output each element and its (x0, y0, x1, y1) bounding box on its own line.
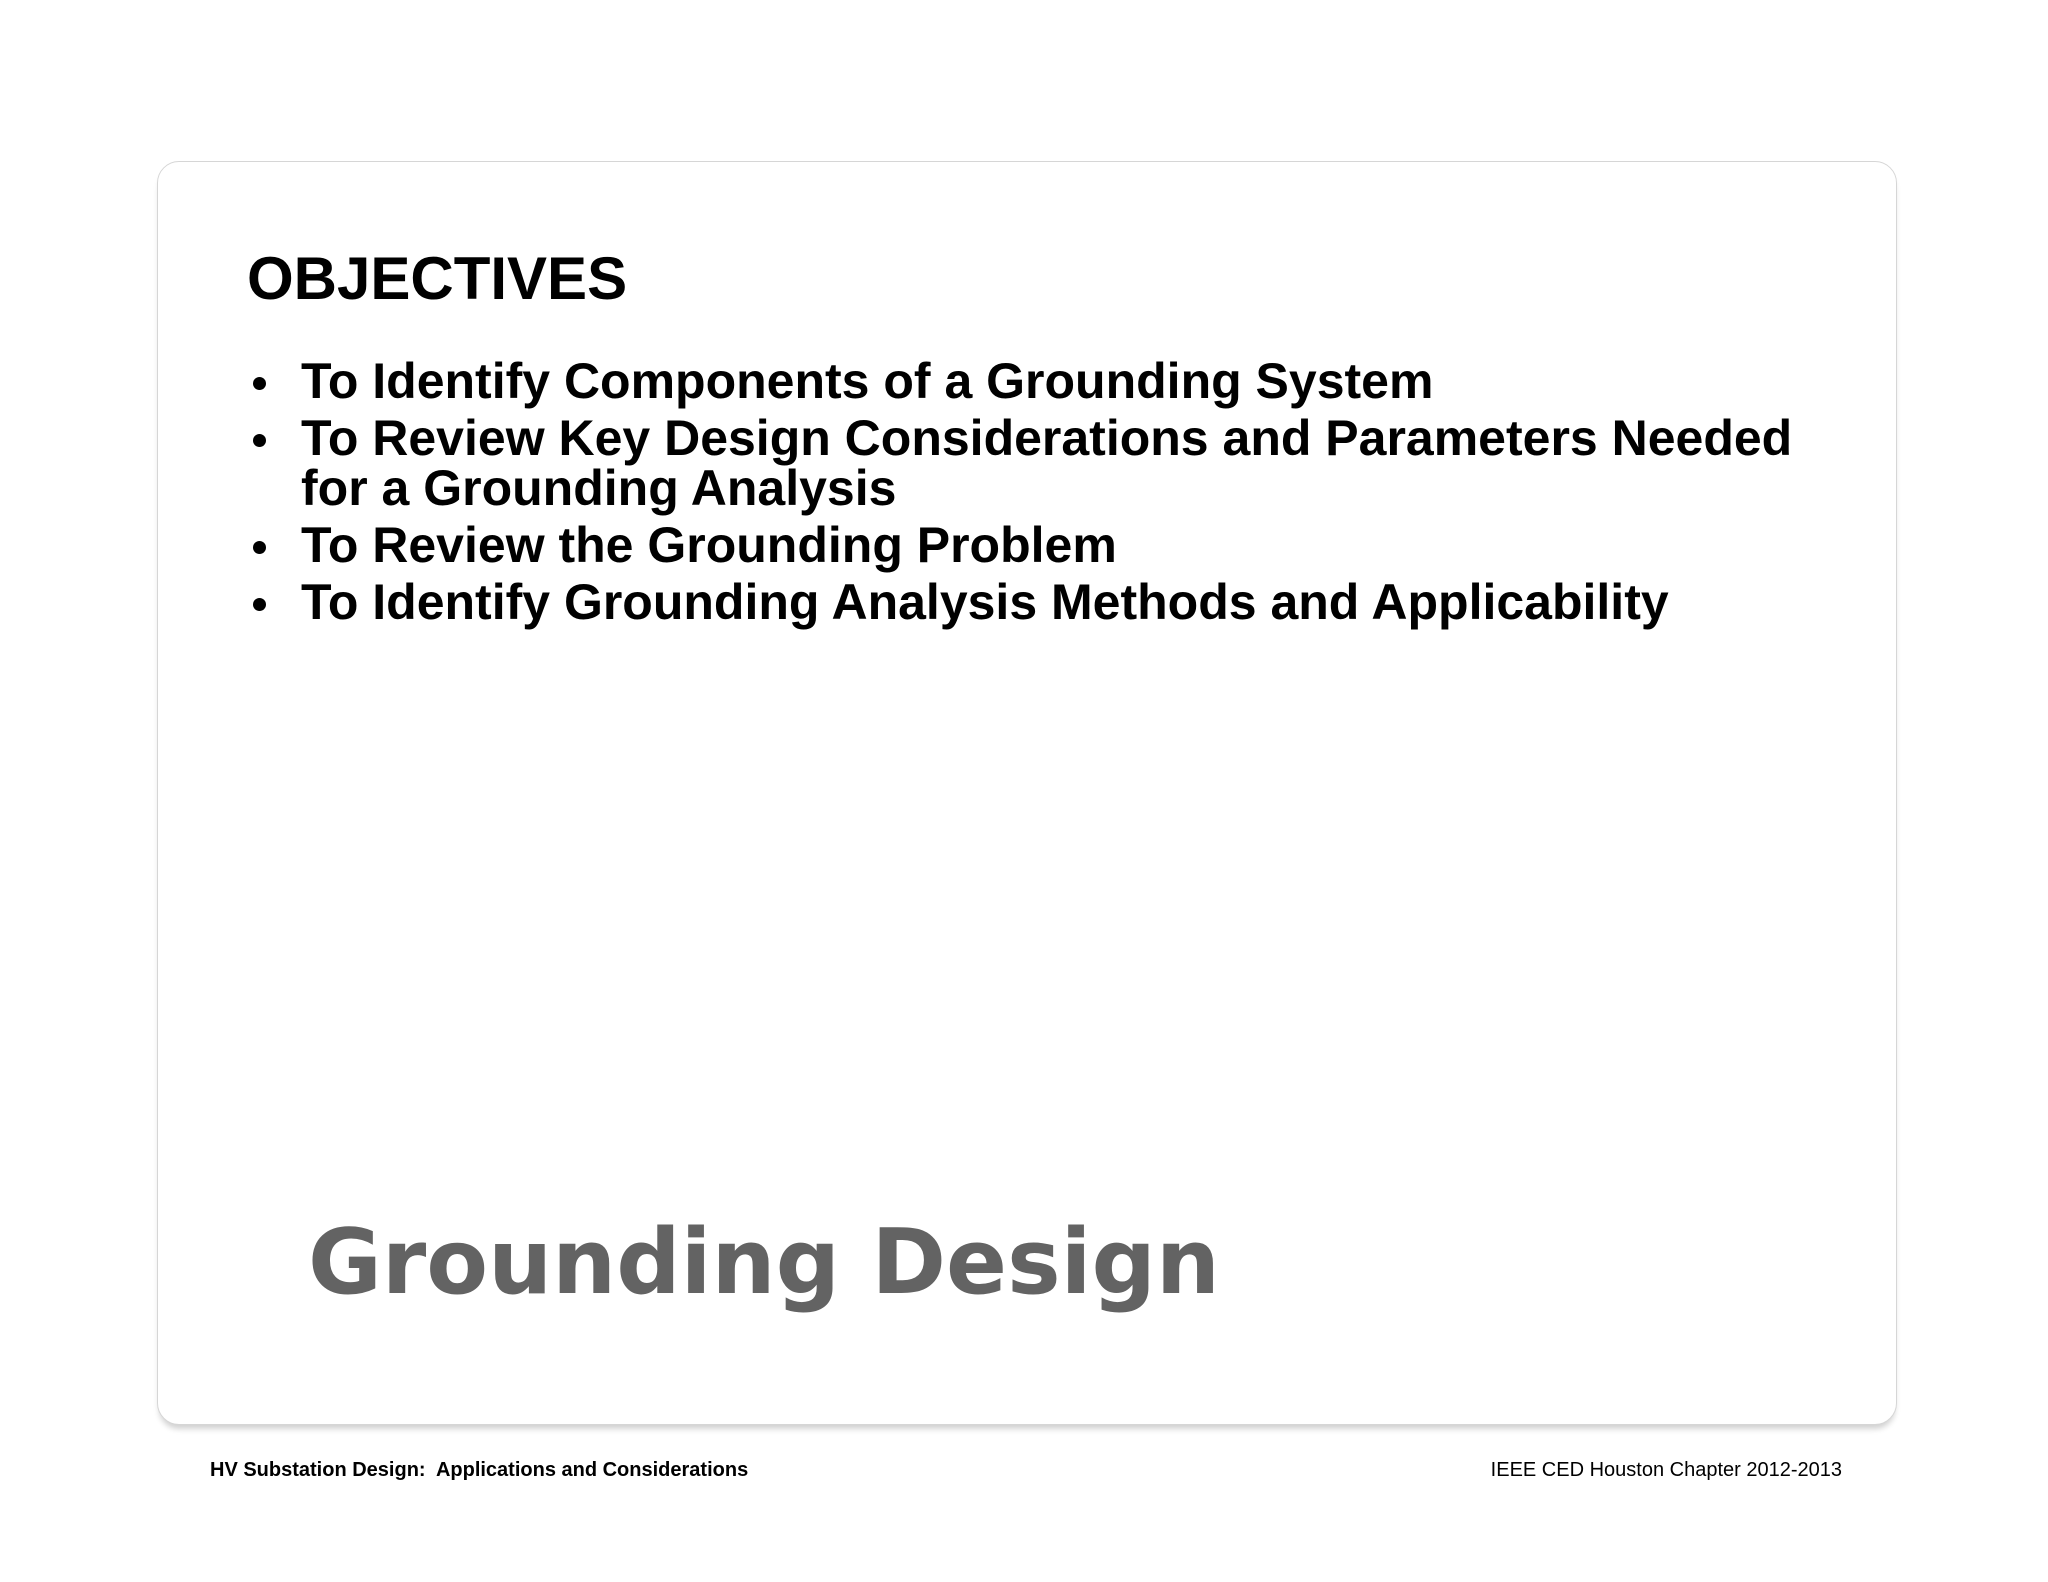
objective-text: To Identify Grounding Analysis Methods and Applicability (301, 574, 1669, 630)
footer-organization: IEEE CED Houston Chapter 2012-2013 (1490, 1459, 1842, 1481)
bullet-icon (253, 541, 266, 554)
list-item (247, 353, 1807, 409)
objective-text: To Review the Grounding Problem (301, 517, 1117, 573)
list-item (247, 517, 1807, 573)
bullet-icon (253, 434, 266, 447)
slide-heading: OBJECTIVES (247, 245, 628, 312)
objective-text: To Review Key Design Considerations and Parameters Needed for a Grounding Analysis (301, 410, 1793, 516)
list-item (247, 574, 1807, 630)
objectives-list (247, 353, 1807, 634)
footer-course-title: HV Substation Design: Applications and Considerations (210, 1459, 749, 1481)
objective-text: To Identify Components of a Grounding System (301, 353, 1434, 409)
bullet-icon (253, 377, 266, 390)
bullet-icon (253, 598, 266, 611)
list-item (247, 410, 1807, 516)
section-title: Grounding Design (308, 1210, 1220, 1315)
